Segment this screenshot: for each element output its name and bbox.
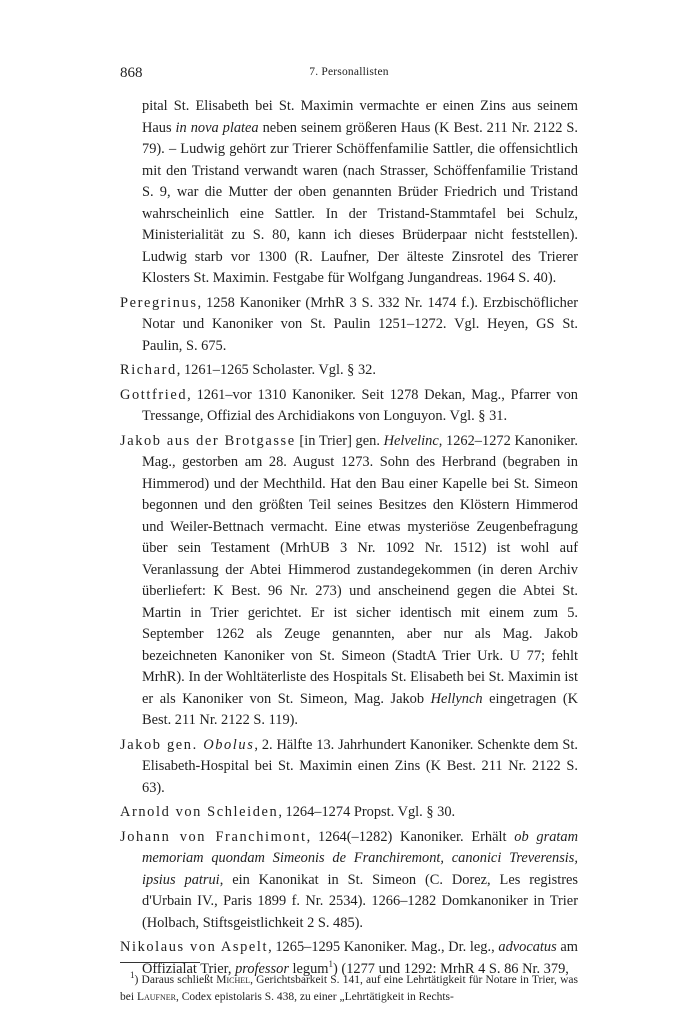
footnote-mark: 1: [130, 970, 135, 981]
page-number: 868: [120, 65, 143, 81]
footnotes: [120, 972, 578, 1005]
entry-gottfried: Gottfried, 1261–vor 1310 Kanoniker. Seit 1278 Dekan, Mag., Pfarrer von Tressange, Offizial des Archidiakons von Longuyon. Vgl. § 31.: [120, 386, 578, 424]
entry-name: Jakob gen.: [120, 736, 204, 753]
entry-name: Arnold von Schleiden: [120, 804, 279, 820]
entry-arnold: Arnold von Schleiden, 1264–1274 Propst. Vgl. § 30.: [120, 804, 456, 820]
entry-name-italic: Obolus: [203, 736, 255, 753]
footnote-reference[interactable]: 1: [328, 958, 334, 969]
entry-name: Richard: [120, 362, 177, 378]
section-title: 7. Personallisten: [309, 66, 389, 78]
entry-johann: Johann von Franchimont, 1264(–1282) Kanoniker. Erhält ob gratam memoriam quondam Simeonis de Franchiremont, canonici Treverensis, ipsius patrui, ein Kanonikat in St. Simeon (C. Dorez, Les registres d'Urbain IV., Paris 1899 f. Nr. 2534). 1266–1282 Domkanoniker in Trier (Holbach, Stiftsgeistlichkeit 2 S. 485).: [120, 828, 578, 931]
entry-richard: Richard, 1261–1265 Scholaster. Vgl. § 32.: [120, 362, 376, 378]
footnote-1: $^1$) Daraus schließt Michel, Gerichtsbarkeit S. 141, auf eine Lehrtätigkeit für Notare in Trier, was bei Laufner, Codex epistolaris S. 438, zu einer „Lehrtätigkeit in Rechts-: [120, 970, 578, 1003]
continuation-paragraph: pital St. Elisabeth bei St. Maximin vermachte er einen Zins aus seinem Haus in nova platea neben seinem größeren Haus (K Best. 211 Nr. 2122 S. 79). – Ludwig gehört zur Trierer Schöffenfamilie Sattler, die offensichtlich mit den Tristand verwandt waren (nach Strasser, Schöffenfamilie Tristand S. 9, war die Mutter der oben genannten Brüder Friedrich und Tristand wahrscheinlich eine Sattler. In der Tristand-Stammtafel bei Schulz, Ministerialität zu S. 80, kann ich dieses Brüderpaar nicht feststellen). Ludwig starb vor 1300 (R. Laufner, Der älteste Zinsrotel des Trierer Klosters St. Maximin. Festgabe für Wolfgang Jungandreas. 1964 S. 40).: [142, 98, 578, 286]
entry-nikolaus: Nikolaus von Aspelt, 1265–1295 Kanoniker. Mag., Dr. leg., advocatus am Offizialat Trier, professor legum$^1$) (1277 und 1292: MrhR 4 S. 86 Nr. 379,: [120, 939, 578, 977]
entry-peregrinus: Peregrinus, 1258 Kanoniker (MrhR 3 S. 332 Nr. 1474 f.). Erzbischöflicher Notar und Kanoniker von St. Paulin 1251–1272. Vgl. Heyen, GS St. Paulin, S. 675.: [120, 294, 578, 354]
entry-jakob-brotgasse: Jakob aus der Brotgasse [in Trier] gen. Helvelinc, 1262–1272 Kanoniker. Mag., gestorben am 28. August 1273. Sohn des Herbrand (begraben in Himmerod) und der Mechthild. Hat den Bau einer Kapelle bei St. Simeon begonnen und den größten Teil seines Besitzes den Klöstern Himmerod und Weiler-Bettnach vermacht. Eine etwas mysteriöse Zeugenbefragung über sein Testament (MrhUB 3 Nr. 1092 Nr. 1512) ist wohl auf Veranlassung der Abtei Himmerod zustandegekommen (in deren Archiv überliefert: K Best. 96 Nr. 273) und anscheinend gegen die Abtei St. Martin in Trier gerichtet. Er ist sicher identisch mit einem zum 5. September 1262 als Zeuge genannten, aber nur als Mag. Jakob bezeichneten Kanoniker von St. Simeon (StadtA Trier Urk. U 77; fehlt MrhR). In der Wohltäterliste des Hospitals St. Elisabeth bei St. Maximin ist er als Kanoniker von St. Simeon, Mag. Jakob Hellynch eingetragen (K Best. 211 Nr. 2122 S. 119).: [120, 432, 579, 728]
entry-jakob-obolus: Jakob gen. Obolus, 2. Hälfte 13. Jahrhundert Kanoniker. Schenkte dem St. Elisabeth-Hospital bei St. Maximin einen Zins (K Best. 211 Nr. 2122 S. 63).: [120, 736, 578, 796]
entry-name: Peregrinus: [120, 294, 198, 311]
main-text: [120, 96, 578, 980]
entry-name: Johann von Franchimont: [120, 828, 307, 845]
entry-name: Nikolaus von Aspelt: [120, 939, 269, 955]
running-head: [120, 65, 578, 85]
entry-name: Jakob aus der Brotgasse: [120, 432, 296, 449]
entry-name: Gottfried: [120, 386, 188, 403]
footnote-divider: [120, 962, 200, 963]
